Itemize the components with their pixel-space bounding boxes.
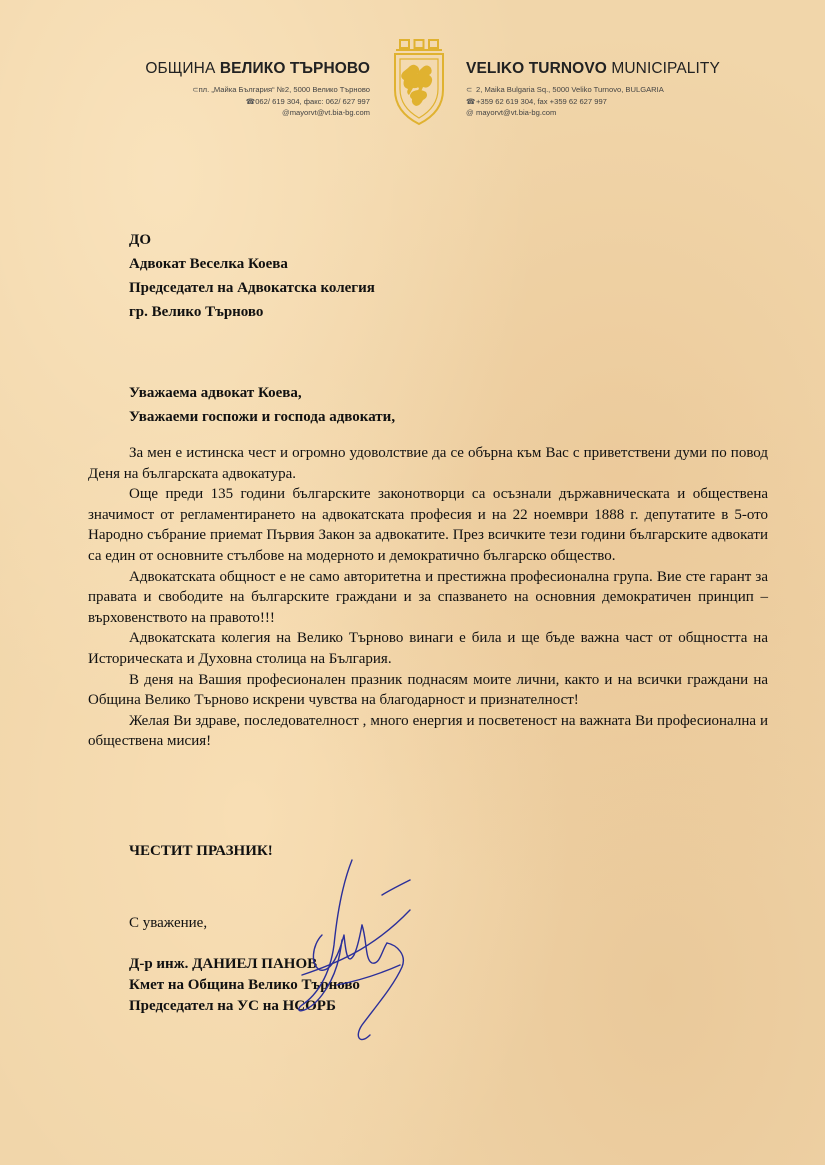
address-icon: ⊂ — [466, 85, 473, 94]
recipient-block — [129, 228, 375, 324]
address-en: 2, Maika Bulgaria Sq., 5000 Veliko Turnovo, BULGARIA — [476, 85, 664, 94]
body-paragraph: В деня на Вашия професионален празник поднасям моите лични, както и на всички граждани на Община Велико Търново искрени чувства на благодарност и признателност! — [88, 671, 768, 709]
org-prefix-bg: ОБЩИНА — [145, 60, 216, 77]
body-paragraph: За мен е истинска чест и огромно удоволствие да се обърна към Вас с приветствени думи по повод Деня на българската адвокатура. — [88, 445, 768, 482]
salutation-line-2: Уважаеми госпожи и господа адвокати, — [129, 409, 396, 425]
org-name-bg: ВЕЛИКО ТЪРНОВО — [219, 60, 370, 77]
body-paragraph: Желая Ви здраве, последователност , много енергия и посветеност на важната Ви професионална и обществена мисия! — [88, 712, 768, 750]
phone-icon: ☎ — [466, 96, 476, 106]
recipient-name: Адвокат Веселка Коева — [129, 256, 288, 272]
recipient-to: ДО — [129, 232, 151, 248]
phone-en: +359 62 619 304, fax +359 62 627 997 — [476, 96, 607, 106]
org-suffix-en: MUNICIPALITY — [611, 60, 720, 77]
body-paragraph: Още преди 135 години българските законотворци са осъзнали държавническата и обществена значимост от регламентирането на адвокатската професия и на 22 ноември 1888 г. депутатите в 5-ото Народно събрание приемат Първия Закон за адвокатите. През всичките тези години българските адвокати са един от основните стълбове на модерното и демократично българско общество. — [88, 486, 768, 564]
email-en[interactable]: mayorvt@vt.bia-bg.com — [476, 108, 557, 117]
header-bg — [90, 60, 370, 119]
contact-bg — [90, 84, 370, 119]
email-icon: @ — [466, 108, 474, 117]
contact-en — [466, 84, 766, 119]
signer-name: Д-р инж. ДАНИЕЛ ПАНОВ — [129, 956, 318, 972]
closing-greeting: ЧЕСТИТ ПРАЗНИК! — [129, 843, 273, 859]
recipient-position: Председател на Адвокатска колегия — [129, 280, 375, 296]
header-en — [466, 60, 766, 119]
signer-title-1: Кмет на Община Велико Търново — [129, 977, 360, 993]
address-bg: пл. „Майка България“ №2, 5000 Велико Търново — [198, 85, 370, 94]
body-paragraph: Адвокатската общност е не само авторитетна и престижна професионална група. Вие сте гарант за правата и свободите на българските граждани и за спазването на основния демократичен принцип – върховенството на правото!!! — [88, 568, 768, 626]
signer-title-2: Председател на УС на НСОРБ — [129, 998, 336, 1014]
salutation-block — [129, 381, 395, 429]
signature-image — [282, 855, 432, 1055]
phone-icon: ☎ — [245, 96, 256, 106]
crest-icon — [390, 38, 448, 126]
letter-body — [88, 443, 768, 752]
recipient-city: гр. Велико Търново — [129, 304, 264, 320]
org-title-en — [466, 60, 766, 78]
org-name-en: VELIKO TURNOVO — [466, 60, 607, 77]
org-title-bg — [90, 60, 370, 78]
closing-regards: С уважение, — [129, 915, 208, 931]
phone-bg: 062/ 619 304, факс: 062/ 627 997 — [255, 96, 370, 106]
salutation-line-1: Уважаема адвокат Коева, — [129, 385, 302, 401]
email-icon: @ — [281, 108, 290, 117]
address-icon: ⊂ — [192, 85, 199, 94]
email-bg[interactable]: mayorvt@vt.bia-bg.com — [289, 108, 370, 117]
body-paragraph: Адвокатската колегия на Велико Търново винаги е била и ще бъде важна част от общността на Историческата и Духовна столица на България. — [88, 630, 768, 667]
